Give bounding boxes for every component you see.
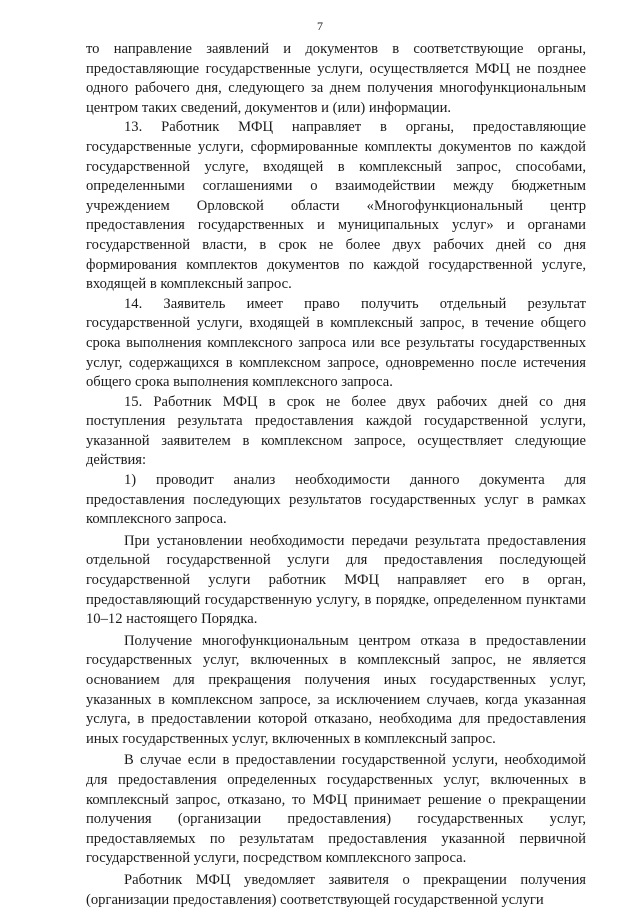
paragraph-item-13: 13. Работник МФЦ направляет в органы, предоставляющие государственные услуги, сформированные комплекты документов по каждой государственной услуге, входящей в комплексный запрос, способами, определенными соглашениями о взаимодействии между бюджетным учреждением Орловской области «Многофункциональный центр предоставления государственных и муниципальных услуг» и органами государственной власти, в срок не более двух рабочих дней со дня формирования комплектов документов по каждой государственной услуге, входящей в комплексный запрос. — [86, 119, 586, 293]
page-number: 7 — [317, 19, 323, 33]
paragraph-transfer-result: При установлении необходимости передачи результата предоставления отдельной государственной услуги для предоставления последующей государственной услуги работник МФЦ направляет его в орган, предоставляющий государственную услугу, в порядке, определенном пунктами 10–12 настоящего Порядка. — [86, 532, 586, 628]
paragraph-notification: Работник МФЦ уведомляет заявителя о прекращении получения (организации предоставления) соответствующей государственной услуги — [86, 871, 586, 908]
paragraph-item-15: 15. Работник МФЦ в срок не более двух рабочих дней со дня поступления результата предоставления каждой государственной услуги, указанной заявителем в комплексном запросе, осуществляет следующие действия: — [86, 393, 586, 469]
paragraph-subitem-1: 1) проводит анализ необходимости данного документа для предоставления последующих результатов государственных услуг в рамках комплексного запроса. — [86, 472, 586, 528]
paragraph-refusal-received: Получение многофункциональным центром отказа в предоставлении государственных услуг, включенных в комплексный запрос, не является основанием для прекращения получения иных государственных услуг, указанных в комплексном запросе, за исключением случаев, когда указанная услуга, в предоставлении которой отказано, необходима для предоставления иных государственных услуг, включенных в комплексный запрос. — [86, 632, 586, 747]
paragraph-item-14: 14. Заявитель имеет право получить отдельный результат государственной услуги, входящей в комплексный запрос, в течение общего срока выполнения комплексного запроса или все результаты государственных услуг, содержащихся в комплексном запросе, одновременно после истечения общего срока выполнения комплексного запроса. — [86, 295, 586, 391]
paragraph-continuation: то направление заявлений и документов в соответствующие органы, предоставляющие государственные услуги, осуществляется МФЦ не позднее одного рабочего дня, следующего за днем получения многофункциональным центром таких сведений, документов и (или) информации. — [86, 41, 586, 116]
paragraph-refusal-case: В случае если в предоставлении государственной услуги, необходимой для предоставления определенных государственных услуг, включенных в комплексный запрос, отказано, то МФЦ принимает решение о прекращении получения (организации предоставления) государственных услуг, предоставляемых по результатам предоставления указанной первичной государственной услуги, посредством комплексного запроса. — [86, 752, 586, 867]
document-body — [86, 40, 586, 910]
